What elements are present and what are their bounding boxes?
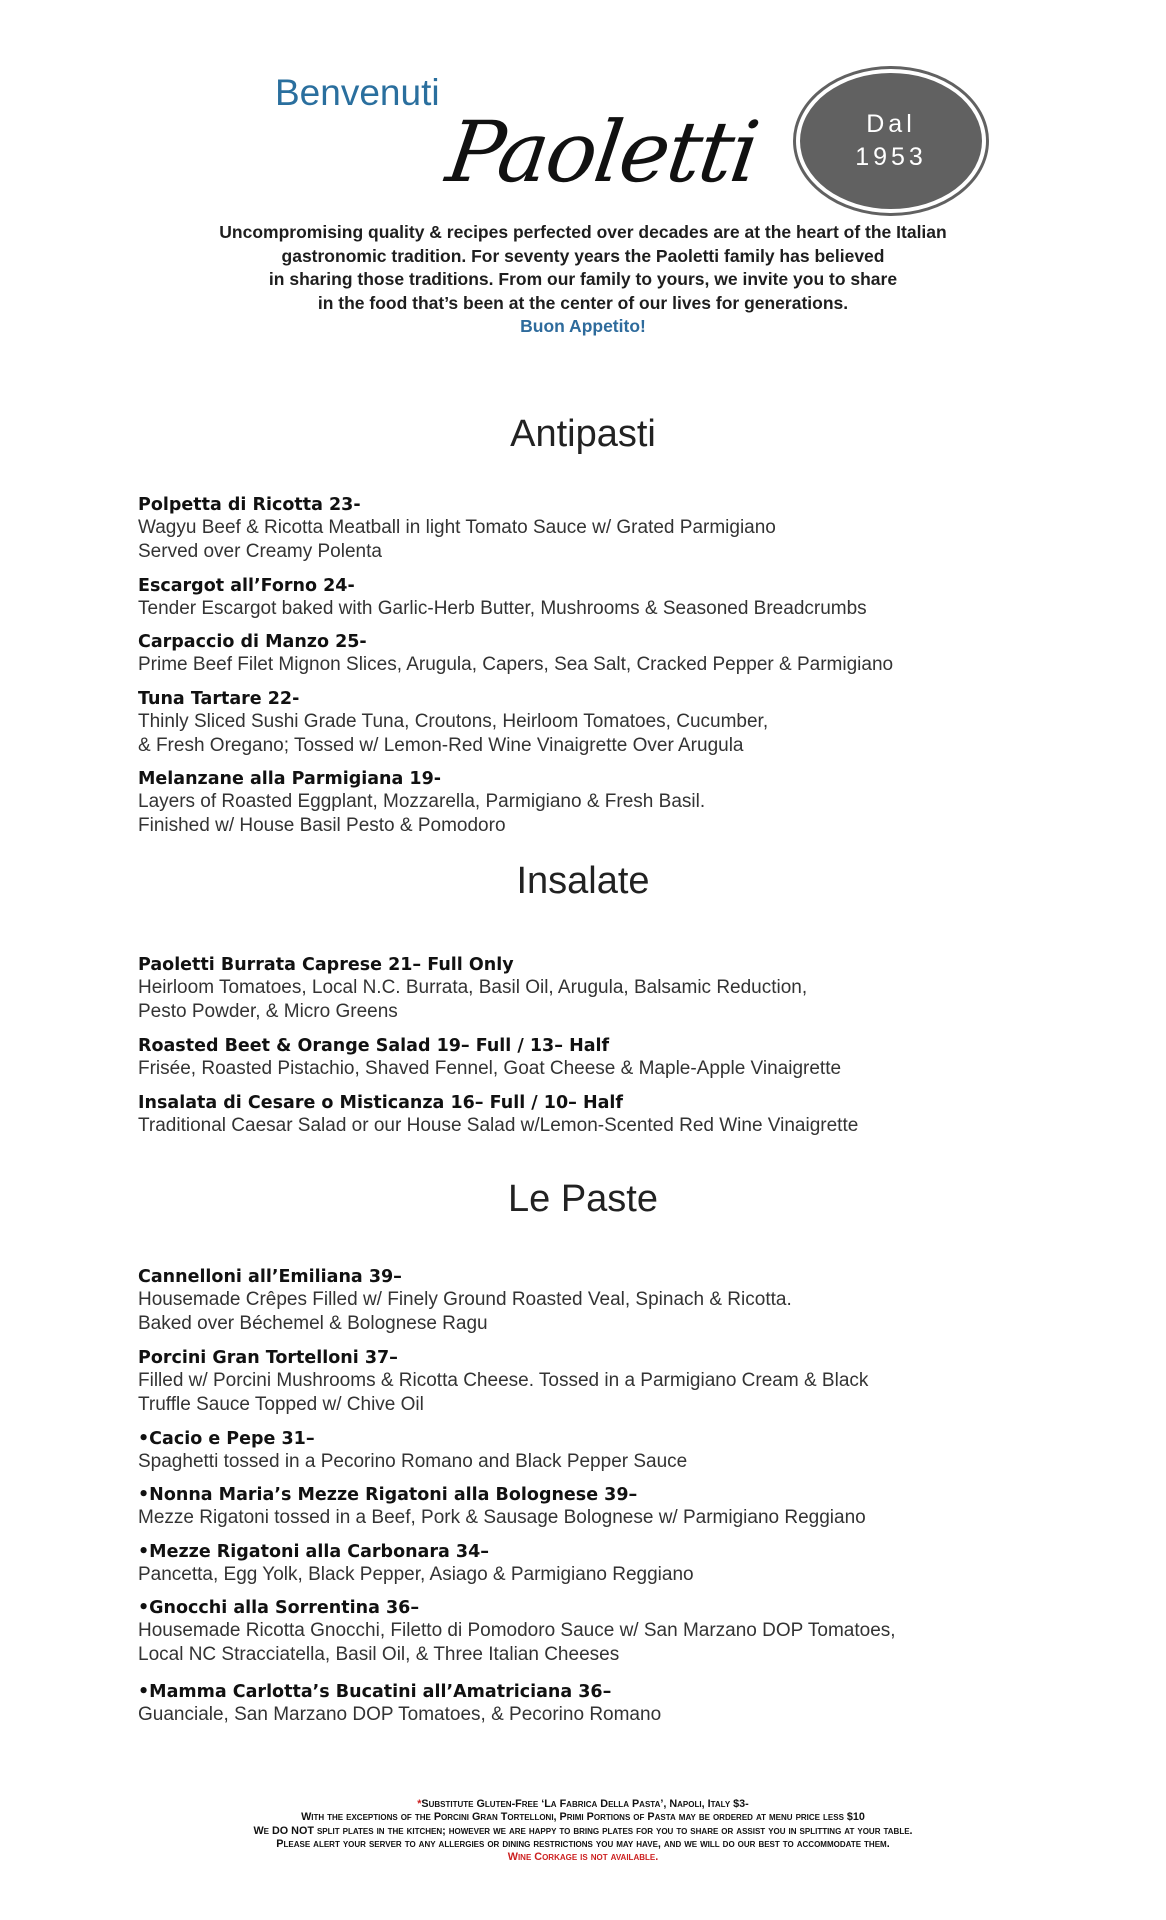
menu-item-name: •Mamma Carlotta’s Bucatini all’Amatriciana 36–	[138, 1682, 612, 1702]
intro-closing: Buon Appetito!	[520, 316, 646, 337]
description-line: Pesto Powder, & Micro Greens	[138, 1001, 398, 1022]
section-title-paste: Le Paste	[508, 1178, 658, 1220]
menu-item-name: Porcini Gran Tortelloni 37–	[138, 1348, 398, 1368]
menu-item-description	[138, 1506, 1038, 1530]
menu-item	[138, 631, 1038, 677]
intro-line: Uncompromising quality & recipes perfected over decades are at the heart of the Italian	[219, 222, 947, 242]
menu-item-name: •Gnocchi alla Sorrentina 36–	[138, 1598, 420, 1618]
menu-item-description	[138, 1703, 1038, 1727]
menu-item-name: Tuna Tartare 22-	[138, 689, 300, 709]
menu-item-description	[138, 653, 1038, 677]
menu-item	[138, 575, 1038, 621]
menu-item-name: Roasted Beet & Orange Salad 19– Full / 13– Half	[138, 1036, 610, 1056]
menu-item-description	[138, 516, 1038, 564]
menu-item	[138, 1484, 1038, 1530]
description-line: Layers of Roasted Eggplant, Mozzarella, Parmigiano & Fresh Basil.	[138, 791, 706, 812]
intro-line: in the food that’s been at the center of our lives for generations.	[317, 292, 849, 313]
established-badge	[796, 69, 986, 213]
menu-item	[138, 1428, 1038, 1474]
intro-line: gastronomic tradition. For seventy years the Paoletti family has believed	[281, 245, 885, 266]
menu-item	[138, 1541, 1038, 1587]
menu-item-description	[138, 976, 1038, 1024]
split-plates-note: We DO NOT split plates in the kitchen; however we are happy to bring plates for you to share or assist you in splitting at your table.	[253, 1824, 913, 1837]
description-line: Baked over Béchemel & Bolognese Ragu	[138, 1313, 488, 1334]
description-line: Pancetta, Egg Yolk, Black Pepper, Asiago & Parmigiano Reggiano	[138, 1564, 694, 1585]
menu-item	[138, 1092, 1038, 1138]
menu-item-description	[138, 1369, 1038, 1417]
menu-item	[138, 688, 1038, 758]
menu-item-description	[138, 1619, 1038, 1667]
menu-item-name: Melanzane alla Parmigiana 19-	[138, 769, 442, 789]
menu-item-name: Polpetta di Ricotta 23-	[138, 495, 361, 515]
menu-item-name: •Cacio e Pepe 31–	[138, 1429, 315, 1449]
description-line: Traditional Caesar Salad or our House Salad w/Lemon-Scented Red Wine Vinaigrette	[138, 1115, 859, 1136]
description-line: Tender Escargot baked with Garlic-Herb Butter, Mushrooms & Seasoned Breadcrumbs	[138, 598, 867, 619]
menu-item-name: Escargot all’Forno 24-	[138, 576, 355, 596]
footer-notes	[0, 1798, 1166, 1864]
menu-item-name: Carpaccio di Manzo 25-	[138, 632, 367, 652]
menu-item-description	[138, 790, 1038, 838]
menu-item-description	[138, 1114, 1038, 1138]
menu-item	[138, 1681, 1038, 1727]
description-line: Spaghetti tossed in a Pecorino Romano and Black Pepper Sauce	[138, 1451, 688, 1472]
description-line: Guanciale, San Marzano DOP Tomatoes, & Pecorino Romano	[138, 1704, 662, 1725]
menu-item	[138, 1597, 1038, 1667]
intro-paragraph	[150, 221, 1016, 339]
welcome-text: Benvenuti	[275, 72, 440, 113]
menu-item-name: Insalata di Cesare o Misticanza 16– Full / 10– Half	[138, 1093, 624, 1113]
description-line: Served over Creamy Polenta	[138, 541, 382, 562]
menu-item-name: •Nonna Maria’s Mezze Rigatoni alla Bolognese 39–	[138, 1485, 638, 1505]
menu-item-description	[138, 1057, 1038, 1081]
description-line: Heirloom Tomatoes, Local N.C. Burrata, Basil Oil, Arugula, Balsamic Reduction,	[138, 977, 808, 998]
description-line: Housemade Ricotta Gnocchi, Filetto di Pomodoro Sauce w/ San Marzano DOP Tomatoes,	[138, 1620, 896, 1641]
corkage-note: Wine Corkage is not available.	[507, 1851, 659, 1864]
badge-line-2: 1953	[855, 143, 927, 171]
section-title-insalate: Insalate	[516, 860, 650, 902]
description-line: Local NC Stracciatella, Basil Oil, & Three Italian Cheeses	[138, 1644, 620, 1665]
gluten-free-note	[0, 1798, 1166, 1811]
gluten-free-text: Substitute Gluten-Free ‘La Fabrica Della Pasta’, Napoli, Italy $3-	[421, 1798, 749, 1810]
menu-item	[138, 1035, 1038, 1081]
menu-item	[138, 494, 1038, 564]
description-line: Truffle Sauce Topped w/ Chive Oil	[138, 1394, 424, 1415]
description-line: Frisée, Roasted Pistachio, Shaved Fennel, Goat Cheese & Maple-Apple Vinaigrette	[138, 1058, 842, 1079]
menu-item	[138, 1347, 1038, 1417]
menu-item-description	[138, 1288, 1038, 1336]
menu-item-description	[138, 1450, 1038, 1474]
menu-item	[138, 954, 1038, 1024]
section-title-antipasti: Antipasti	[510, 413, 656, 455]
menu-item	[138, 1266, 1038, 1336]
badge-line-1: Dal	[866, 110, 916, 138]
allergy-note: Please alert your server to any allergies or dining restrictions you may have, and we will do our best to accommodate them.	[276, 1837, 890, 1850]
description-line: Mezze Rigatoni tossed in a Beef, Pork & Sausage Bolognese w/ Parmigiano Reggiano	[138, 1507, 866, 1528]
description-line: Finished w/ House Basil Pesto & Pomodoro	[138, 815, 506, 836]
description-line: Thinly Sliced Sushi Grade Tuna, Croutons, Heirloom Tomatoes, Cucumber,	[138, 711, 769, 732]
menu-item-name: •Mezze Rigatoni alla Carbonara 34–	[138, 1542, 489, 1562]
description-line: & Fresh Oregano; Tossed w/ Lemon-Red Wine Vinaigrette Over Arugula	[138, 735, 744, 756]
description-line: Wagyu Beef & Ricotta Meatball in light Tomato Sauce w/ Grated Parmigiano	[138, 517, 776, 538]
description-line: Filled w/ Porcini Mushrooms & Ricotta Cheese. Tossed in a Parmigiano Cream & Black	[138, 1370, 869, 1391]
restaurant-logo-name: Paoletti	[441, 103, 764, 201]
menu-item-description	[138, 710, 1038, 758]
menu-item-name: Paoletti Burrata Caprese 21– Full Only	[138, 955, 514, 975]
menu-item	[138, 768, 1038, 838]
menu-item-name: Cannelloni all’Emiliana 39–	[138, 1267, 402, 1287]
pasta-portion-note: With the exceptions of the Porcini Gran Tortelloni, Primi Portions of Pasta may be ordered at menu price less $10	[301, 1811, 865, 1824]
description-line: Housemade Crêpes Filled w/ Finely Ground Roasted Veal, Spinach & Ricotta.	[138, 1289, 792, 1310]
description-line: Prime Beef Filet Mignon Slices, Arugula, Capers, Sea Salt, Cracked Pepper & Parmigiano	[138, 654, 894, 675]
menu-item-description	[138, 597, 1038, 621]
asterisk-mark: *	[417, 1798, 422, 1810]
menu-item-description	[138, 1563, 1038, 1587]
intro-line: in sharing those traditions. From our family to yours, we invite you to share	[268, 269, 898, 290]
